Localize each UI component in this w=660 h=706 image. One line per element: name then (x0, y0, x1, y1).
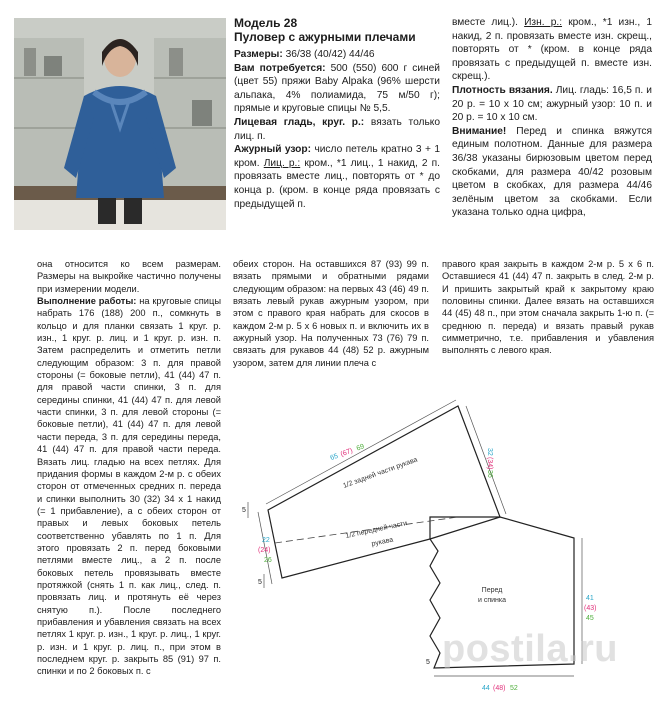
ws-value-a: вместе лиц.). (452, 17, 518, 28)
work-para (37, 295, 221, 678)
model-number: Модель 28 (234, 16, 298, 30)
finishing-text: правого края закрыть в каждом 2-м р. 5 х 6 п. Оставшиеся 41 (44) 47 п. закрыть в след. 2-м р. И пришить закрытый край к закрытому краю половины спинки. Далее вязать на оставшихся 44 (45) 48 п., при этом сначала закрыть 1-ю п. (= среднюю п. переда) и вязать правый рукав симметрично, т.е. прибавления и убавления выполнять с левого края. (442, 259, 654, 356)
gauge-label: Плотность вязания. (452, 84, 553, 96)
ws-label: Изн. р.: (524, 17, 563, 28)
gauge-column (452, 16, 652, 220)
sleeve-outline (268, 406, 500, 578)
instructions-column (37, 258, 221, 678)
lace-value-b: кром., *1 лиц., 1 накид, 2 п. провязать вместе лиц., повторять от * до конца р. (кром. в конце ряда провязать с предыдущей п. (234, 157, 440, 210)
article-header (234, 16, 416, 44)
sleeve-text: обеих сторон. На оставшихся 87 (93) 99 п. вязать прямыми и обратными рядами следующим образом: на первых 43 (46) 49 п. вязать левый рукав ажурным узором, при этом с правого края набрать для скосов в каждом 2-м р. 5 х 6 новых п. и включить их в ажурный узор. На полученных 73 (76) 79 п. связать для рукавов 44 (48) 52 р. ажурным узором, затем для линии плеча с (233, 259, 429, 368)
dim-5-left: 5 (258, 579, 262, 586)
ws-para (452, 16, 652, 84)
dim-left-26: 26 (264, 557, 272, 564)
lace-rs-label: Лиц. р.: (263, 157, 301, 169)
lace-value-a: число петель кратно 3 + 1 кром. (234, 144, 440, 169)
finishing-column (442, 258, 654, 357)
dim-left (258, 537, 272, 564)
dim-5-top: 5 (242, 507, 246, 514)
watermark: postila.ru (442, 628, 619, 670)
label-back-sleeve: 1/2 задней части рукава (342, 456, 419, 490)
materials-label: Вам потребуется: (234, 62, 326, 74)
dim-top-67: (67) (339, 447, 354, 459)
dim-body-43: (43) (584, 605, 597, 612)
sizes-label: Размеры: (234, 49, 283, 60)
materials-value: 500 (550) 600 г синей (цвет 55) пряжи Baby Alpaka (96% шерсти альпака, 4% полиамида, 75 м/50 г); прямые и круговые спицы № 5,5. (234, 62, 440, 115)
sizes-value: 36/38 (40/42) 44/46 (285, 49, 375, 60)
work-label: Выполнение работы: (37, 296, 137, 307)
materials-para (234, 62, 440, 116)
dim-body-41: 41 (586, 595, 594, 602)
dim-right-32: 32 (486, 448, 493, 456)
model-photo (14, 18, 226, 230)
sleeve-column (233, 258, 429, 369)
dim-bottom-48: (48) (493, 685, 506, 692)
dim-bottom-44: 44 (482, 685, 490, 692)
label-body-2: и спинка (477, 597, 507, 604)
attention-para (452, 125, 652, 220)
dim-right-34: (34) (486, 457, 493, 470)
lace-label: Ажурный узор: (234, 144, 312, 156)
stockinette-value: вязать только лиц. п. (234, 116, 441, 142)
sizes-para (234, 48, 440, 62)
label-front-sleeve-2: рукава (370, 536, 394, 548)
dim-right-slope (486, 448, 493, 478)
work-value: на круговые спицы набрать 176 (188) 200 п., сомкнуть в кольцо и для планки связать 1 круг. р. изн., 1 круг. р. лиц. и 1 круг. р. изн. п. Затем распределить и отметить петли следующим образом: 3 п. для правой стороны (= боковые петли), 41 (44) 47 п. для правой части спинки, 3 п. для середины спинки, 41 (44) 47 п. для левой части спинки, 3 п. для левой стороны (= боковые петли), 41 (44) 47 п. для левой части переда, 3 п. для середины переда, 41 (44) 47 п. для правой части переда. Вязать лиц. гладью на всех петлях. Для придания формы в каждом 2-м р. с обеих сторон от отмеченных средних п. переда и спинки выполнить 30 (32) 34 х 1 накид (= 1 прибавление), а с обеих сторон от правых и левых боковых петель соответственно убавлять по 1 п. Для этого провязать 2 п. перед боковыми петлями вместе лиц., а 2 п. после боковых петель провязывать вместе протяжкой (снять 1 п. как лиц., след. п. провязать лиц. и протянуть её через снятую п.). После последнего прибавления и убавления связать на всех петлях 1 круг. р. изн., 1 круг. р. лиц., 1 круг. р. изн. и 1 круг. р. лиц. п., при этом в последнем круг. р. закрыть 85 (91) 97 п. спинки и по 2 боковых п. с (37, 296, 221, 677)
dim-5-bottom: 5 (426, 659, 430, 666)
materials-column (234, 48, 440, 211)
gauge-para (452, 84, 652, 125)
lace-para (234, 143, 440, 211)
stockinette-label: Лицевая гладь, круг. р.: (234, 116, 365, 128)
model-title: Пуловер с ажурными плечами (234, 30, 416, 44)
sizes-note: она относится ко всем размерам. Размеры на выкройке частично получены при измерении модели. (37, 259, 221, 294)
gauge-value: Лиц. гладь: 16,5 п. и 20 р. = 10 х 10 см; ажурный узор: 10 п. и 20 р. = 10 х 10 см. (452, 84, 652, 124)
stockinette-para (234, 116, 440, 143)
dim-bottom-52: 52 (510, 685, 518, 692)
dim-body-45: 45 (586, 615, 594, 622)
dim-top-65: 65 (329, 452, 340, 463)
dim-right-36: 36 (486, 470, 493, 478)
dim-left-24: (24) (258, 547, 271, 554)
attention-label: Внимание! (452, 125, 507, 137)
label-front-sleeve-1: 1/2 передней части (344, 520, 408, 540)
dim-bottom (482, 685, 518, 692)
ws-value-b: кром., *1 изн., 1 накид, 2 п. провязать вместе изн. скрещ., повторять от * (кром. в конце ряда провязать с предыдущей п. вместе изн. скрещ.). (452, 17, 653, 83)
label-body-1: Перед (481, 587, 503, 594)
dim-body-right (584, 595, 596, 622)
dim-left-22: 22 (262, 537, 270, 544)
dim-top-69: 69 (355, 443, 366, 453)
attention-value: Перед и спинка вяжутся единым полотном. Данные для размера 36/38 указаны бирюзовым цветом перед скобками, для размера 40/42 розовым цветом в скобках, для размера 44/46 зелёным цветом за скобками. Если указана только одна цифра, (452, 125, 652, 219)
